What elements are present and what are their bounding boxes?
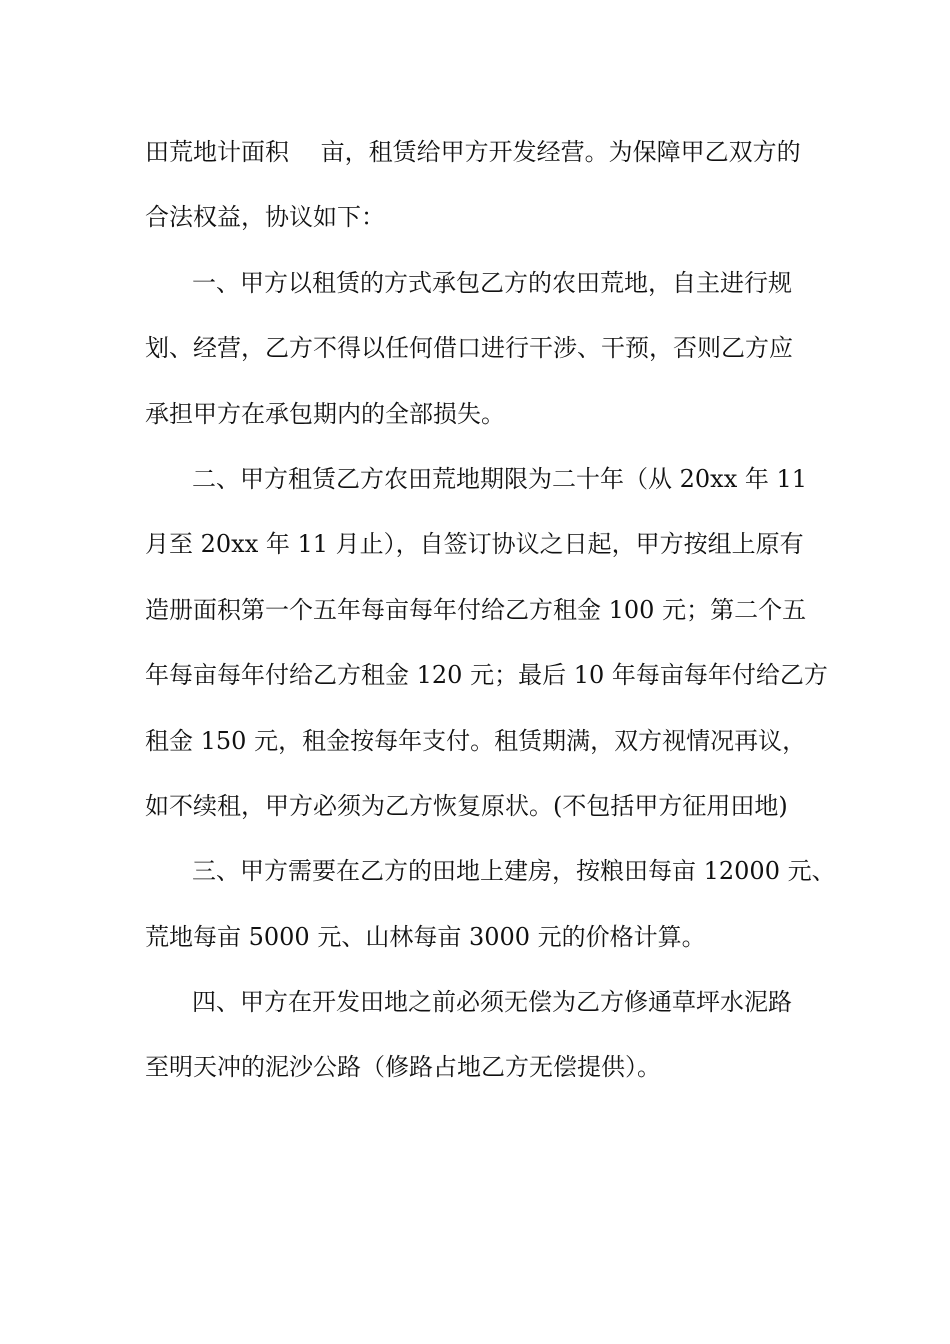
document-body	[145, 127, 836, 1108]
text-line: 三、甲方需要在乙方的田地上建房，按粮田每亩 12000 元、	[192, 857, 836, 886]
text-line: 二、甲方租赁乙方农田荒地期限为二十年（从 20xx 年 11	[192, 464, 808, 493]
text-line: 造册面积第一个五年每亩每年付给乙方租金 100 元；第二个五	[145, 595, 807, 624]
text-line: 年每亩每年付给乙方租金 120 元；最后 10 年每亩每年付给乙方	[145, 661, 828, 690]
text-line: 划、经营，乙方不得以任何借口进行干涉、干预，否则乙方应	[145, 334, 793, 363]
text-line: 田荒地计面积 亩，租赁给甲方开发经营。为保障甲乙双方的	[145, 138, 801, 166]
text-line: 承担甲方在承包期内的全部损失。	[145, 399, 505, 428]
text-line: 四、甲方在开发田地之前必须无偿为乙方修通草坪水泥路	[192, 988, 792, 1017]
text-line: 租金 150 元，租金按每年支付。租赁期满，双方视情况再议，	[145, 726, 807, 755]
text-line: 至明天冲的泥沙公路（修路占地乙方无偿提供）。	[145, 1053, 661, 1082]
text-line: 荒地每亩 5000 元、山林每亩 3000 元的价格计算。	[145, 922, 706, 951]
text-line: 合法权益，协议如下：	[145, 203, 385, 232]
text-line: 月至 20xx 年 11 月止），自签订协议之日起，甲方按组上原有	[145, 530, 804, 559]
text-line: 如不续租，甲方必须为乙方恢复原状。(不包括甲方征用田地)	[145, 791, 788, 820]
text-line: 一、甲方以租赁的方式承包乙方的农田荒地，自主进行规	[192, 268, 792, 297]
